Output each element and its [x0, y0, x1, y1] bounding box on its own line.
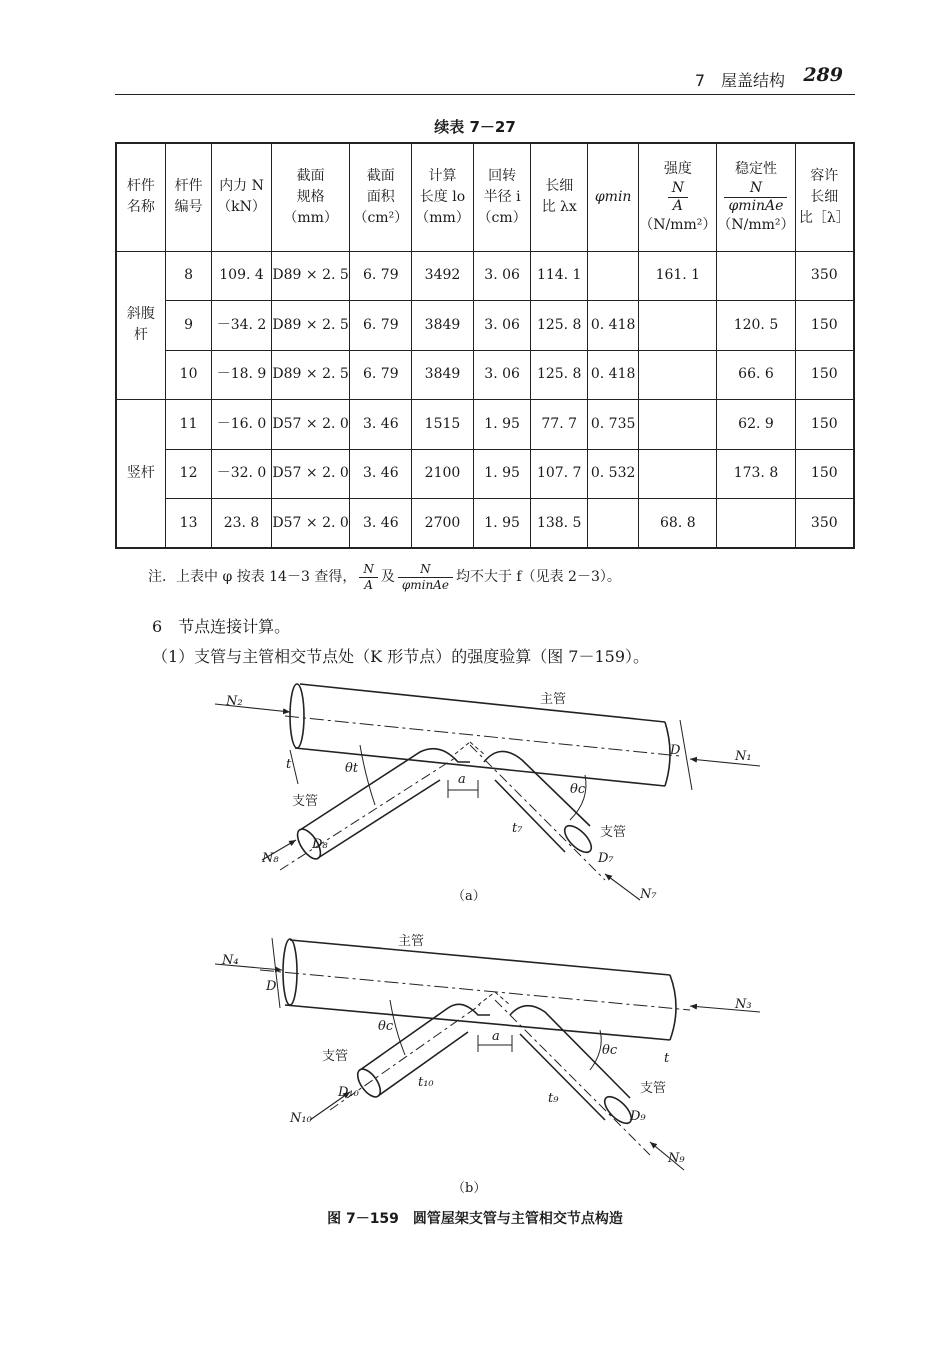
table-cell: 138. 5	[531, 499, 588, 549]
label-t7: t₇	[512, 821, 523, 836]
table-cell: 1. 95	[473, 499, 531, 549]
label-a-a: a	[458, 772, 466, 787]
table-cell: 10	[165, 350, 211, 400]
header-cell: φmin	[588, 143, 639, 251]
table-cell: 1. 95	[473, 449, 531, 499]
label-n3: N₃	[735, 997, 752, 1012]
table-cell: 3. 46	[350, 499, 412, 549]
label-theta-b-right: θc	[602, 1043, 618, 1058]
label-n4: N₄	[222, 953, 239, 968]
label-t9: t₉	[548, 1091, 559, 1106]
subfig-label-a: （a）	[452, 889, 486, 904]
header-cell: 杆件 名称	[116, 143, 165, 251]
main-pipe-b	[260, 939, 690, 1040]
branch-pipe-a-right	[455, 742, 605, 880]
table-cell: 3. 06	[473, 350, 531, 400]
table-cell: 3. 46	[350, 400, 412, 450]
member-table	[115, 142, 855, 549]
table-cell: 3849	[412, 350, 474, 400]
table-cell: 2700	[412, 499, 474, 549]
table-cell: 150	[795, 449, 854, 499]
table-cell: 23. 8	[212, 499, 271, 549]
table-cell: 6. 79	[350, 350, 412, 400]
figure-caption: 图 7－159 圆管屋架支管与主管相交节点构造	[327, 1211, 623, 1227]
k-joint-figure	[0, 670, 950, 1200]
table-cell: 62. 9	[717, 400, 795, 450]
table-cell: 3. 46	[350, 449, 412, 499]
table-cell	[639, 301, 717, 351]
table-cell	[588, 499, 639, 549]
table-cell: －34. 2	[212, 301, 271, 351]
table-cell: 0. 418	[588, 350, 639, 400]
table-cell: 77. 7	[531, 400, 588, 450]
table-cell: D89 × 2. 5	[271, 251, 350, 301]
table-cell: 8	[165, 251, 211, 301]
label-t-a: t	[286, 757, 292, 772]
table-cell: 350	[795, 251, 854, 301]
table-cell: 109. 4	[212, 251, 271, 301]
label-d8: D₈	[312, 837, 328, 852]
section-heading: 6 节点连接计算。	[152, 617, 291, 636]
label-branch-a-left: 支管	[292, 794, 319, 809]
table-cell	[717, 499, 795, 549]
table-cell: D89 × 2. 5	[271, 350, 350, 400]
table-cell: D57 × 2. 0	[271, 499, 350, 549]
table-cell: 0. 418	[588, 301, 639, 351]
table-cell: 6. 79	[350, 301, 412, 351]
label-t-b: t	[664, 1051, 670, 1066]
table-cell: 12	[165, 449, 211, 499]
label-n8: N₈	[262, 851, 279, 866]
table-cell: 66. 6	[717, 350, 795, 400]
page-number: 289	[803, 64, 843, 86]
table-header-row	[116, 143, 854, 251]
label-n1: N₁	[735, 749, 752, 764]
table-cell: 150	[795, 400, 854, 450]
table-cell: 125. 8	[531, 350, 588, 400]
label-theta-b-left: θc	[378, 1019, 394, 1034]
table-cell: 11	[165, 400, 211, 450]
table-cell: 3849	[412, 301, 474, 351]
page-header	[115, 62, 855, 95]
table-cell: 1. 95	[473, 400, 531, 450]
table-cell: 0. 735	[588, 400, 639, 450]
header-cell: 内力 N （kN）	[212, 143, 271, 251]
label-n9: N₉	[668, 1151, 685, 1166]
header-cell: 计算 长度 lo （mm）	[412, 143, 474, 251]
table-cell: 13	[165, 499, 211, 549]
table-cell: 9	[165, 301, 211, 351]
subfig-label-b: （b）	[452, 1181, 487, 1196]
header-cell: 截面 规格 （mm）	[271, 143, 350, 251]
table-cell: 1515	[412, 400, 474, 450]
table-cell: 114. 1	[531, 251, 588, 301]
body-paragraph: （1）支管与主管相交节点处（K 形节点）的强度验算（图 7－159）。	[152, 647, 650, 666]
group-name-cell: 斜腹杆	[116, 251, 165, 400]
table-cell: －18. 9	[212, 350, 271, 400]
table-cell: 173. 8	[717, 449, 795, 499]
header-cell: 杆件 编号	[165, 143, 211, 251]
chapter-title: 7 屋盖结构	[694, 71, 785, 90]
table-cell: D89 × 2. 5	[271, 301, 350, 351]
table-cell	[639, 350, 717, 400]
table-cell: D57 × 2. 0	[271, 400, 350, 450]
table-cell	[639, 449, 717, 499]
label-main-pipe-a: 主管	[540, 692, 567, 707]
table-cell: 120. 5	[717, 301, 795, 351]
label-n10: N₁₀	[290, 1111, 312, 1126]
table-cell: 68. 8	[639, 499, 717, 549]
table-cell	[639, 400, 717, 450]
label-branch-a-right: 支管	[600, 825, 627, 840]
table-cell: 350	[795, 499, 854, 549]
table-cell	[717, 251, 795, 301]
label-n2: N₂	[226, 694, 243, 709]
table-row	[116, 301, 854, 351]
table-row	[116, 251, 854, 301]
header-cell: 回转 半径 i （cm）	[473, 143, 531, 251]
table-cell	[588, 251, 639, 301]
table-cell: －16. 0	[212, 400, 271, 450]
label-a-b: a	[492, 1029, 500, 1044]
table-cell: 3. 06	[473, 251, 531, 301]
header-cell: 强度 $\frac{N}{A}$ （N/mm²）	[639, 143, 717, 251]
table-cell: －32. 0	[212, 449, 271, 499]
table-cell: 107. 7	[531, 449, 588, 499]
label-main-pipe-b: 主管	[398, 934, 425, 949]
table-cell: 2100	[412, 449, 474, 499]
label-d-a: D	[670, 743, 681, 758]
label-d10: D₁₀	[338, 1085, 359, 1100]
table-cell: 3. 06	[473, 301, 531, 351]
table-row	[116, 499, 854, 549]
table-cell: D57 × 2. 0	[271, 449, 350, 499]
label-branch-b-right: 支管	[640, 1081, 667, 1096]
table-note: 注．上表中 φ 按表 14－3 查得， $\frac{N}{A}$ 及 $\frac{N}{\text{φminAe}}$ 均不大于 f（见表 2－3）。	[148, 562, 621, 592]
table-cell: 6. 79	[350, 251, 412, 301]
table-caption: 续表 7－27	[434, 118, 516, 136]
table-cell: 125. 8	[531, 301, 588, 351]
branch-pipe-b-right	[478, 992, 650, 1155]
table-cell: 150	[795, 301, 854, 351]
branch-pipe-a-left	[280, 749, 470, 870]
label-theta-a-left: θt	[345, 761, 359, 776]
label-d9: D₉	[630, 1109, 646, 1124]
table-row	[116, 400, 854, 450]
header-cell: 容许 长细 比［λ］	[795, 143, 854, 251]
table-cell: 0. 532	[588, 449, 639, 499]
table-row	[116, 449, 854, 499]
table-row	[116, 350, 854, 400]
label-d-b: D	[266, 979, 277, 994]
table-cell: 3492	[412, 251, 474, 301]
label-d7: D₇	[598, 851, 614, 866]
header-cell: 稳定性 $\frac{N}{\text{φminAe}}$ （N/mm²）	[717, 143, 795, 251]
label-branch-b-left: 支管	[322, 1049, 349, 1064]
header-cell: 长细 比 λx	[531, 143, 588, 251]
table-cell: 161. 1	[639, 251, 717, 301]
label-n7: N₇	[640, 887, 657, 902]
table-cell: 150	[795, 350, 854, 400]
label-theta-a-right: θc	[570, 782, 586, 797]
group-name-cell: 竖杆	[116, 400, 165, 549]
label-t10: t₁₀	[418, 1075, 434, 1090]
header-cell: 截面 面积 （cm²）	[350, 143, 412, 251]
